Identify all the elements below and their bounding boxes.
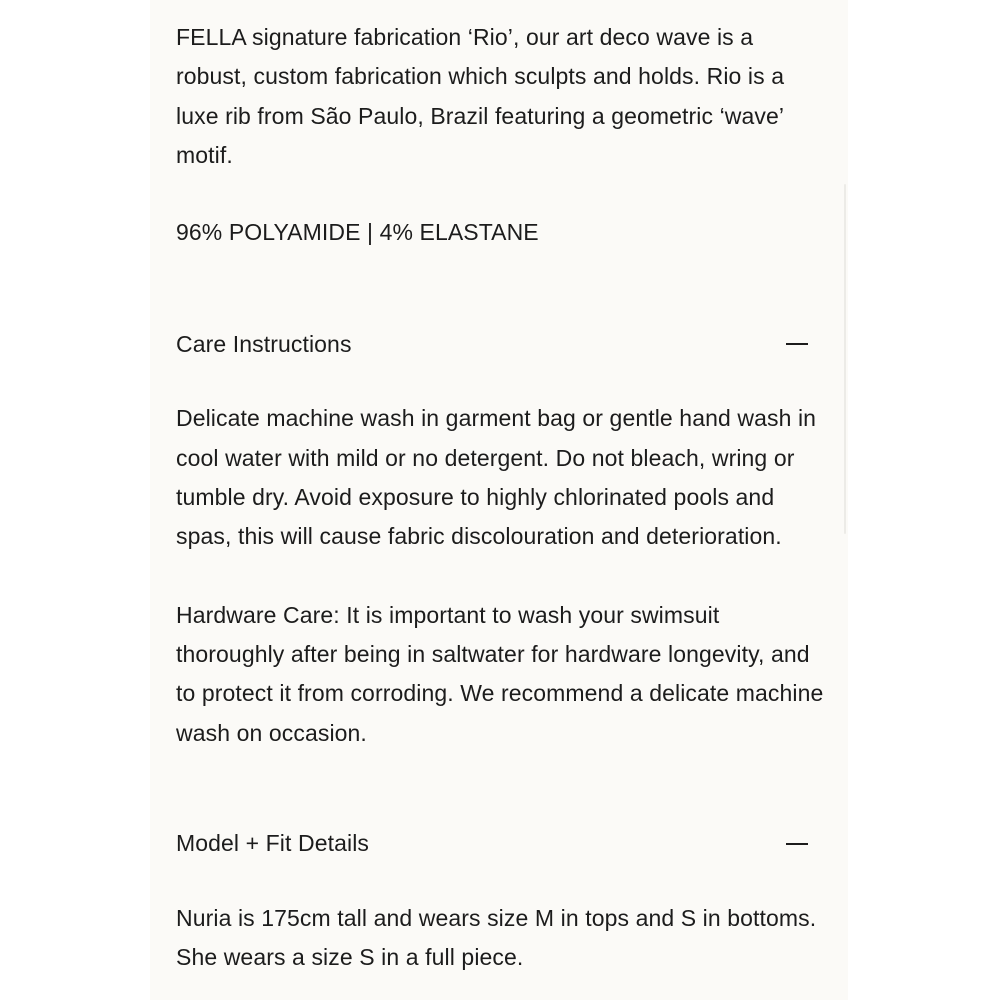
fabric-composition: 96% POLYAMIDE | 4% ELASTANE [176, 219, 539, 246]
model-fit-text: Nuria is 175cm tall and wears size M in tops and S in bottoms. She wears a size S in a full piece. [176, 904, 817, 971]
care-instructions-text: Delicate machine wash in garment bag or gentle hand wash in cool water with mild or no detergent. Do not bleach, wring or tumble dry. Avoid exposure to highly chlorinated pools and spas, this will cause fabric discolouration and deterioration. [176, 405, 817, 550]
model-fit-toggle[interactable] [176, 824, 826, 864]
product-details-panel [150, 0, 848, 1000]
product-details-content [176, 18, 826, 977]
care-instructions-title: Care Instructions [176, 330, 352, 357]
scrollbar[interactable] [844, 184, 846, 534]
minus-icon[interactable] [786, 343, 808, 345]
model-fit-title: Model + Fit Details [176, 830, 369, 857]
minus-icon[interactable] [786, 843, 808, 845]
hardware-care-text: Hardware Care: It is important to wash your swimsuit thoroughly after being in saltwater for hardware longevity, and to protect it from corroding. We recommend a delicate machine wash on occasion. [176, 601, 824, 746]
product-description: FELLA signature fabrication ‘Rio’, our art deco wave is a robust, custom fabrication which sculpts and holds. Rio is a luxe rib from São Paulo, Brazil featuring a geometric ‘wave’ motif. [176, 24, 785, 168]
care-instructions-toggle[interactable] [176, 324, 826, 364]
